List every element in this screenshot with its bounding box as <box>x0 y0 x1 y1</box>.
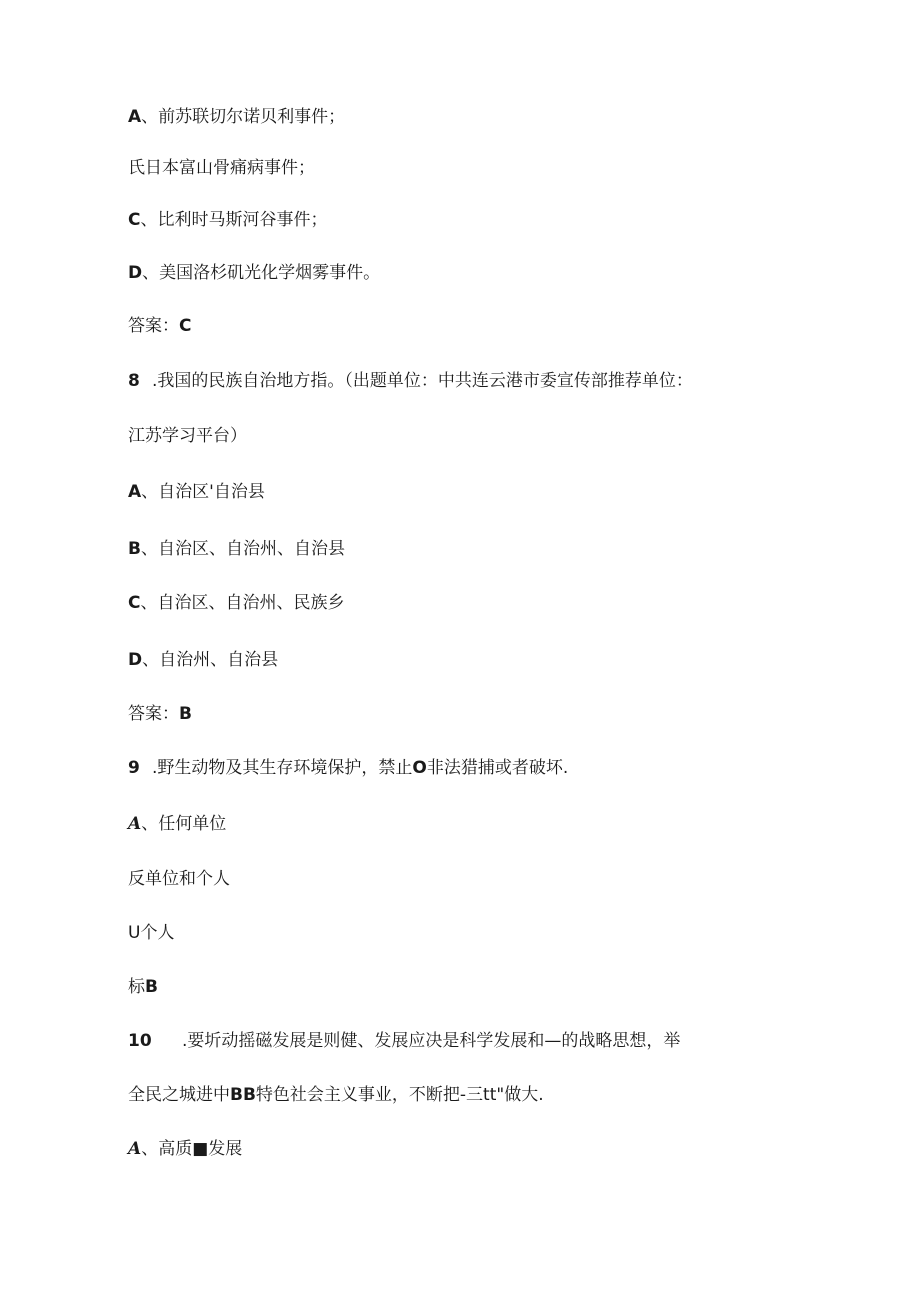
option-9a <box>128 813 226 835</box>
question-8 <box>128 370 693 392</box>
option-text: 、比利时马斯河谷事件； <box>140 210 328 230</box>
answer-9 <box>128 976 158 998</box>
question-8-cont <box>128 425 247 447</box>
option-text: 、高质 <box>141 1139 193 1159</box>
option-7a <box>128 106 345 128</box>
answer-value: C <box>179 316 192 336</box>
option-text: 、自治区、自治州、自治县 <box>140 539 345 559</box>
option-letter: A <box>128 482 142 502</box>
option-8b <box>128 538 345 560</box>
option-text: 、自治区'自治县 <box>141 482 265 502</box>
question-number: 10 <box>128 1031 152 1051</box>
option-9c <box>128 922 174 944</box>
question-text-bold: BB <box>230 1085 256 1105</box>
option-letter: A <box>128 1139 142 1159</box>
answer-label: 标 <box>128 977 145 997</box>
option-letter: C <box>128 593 141 613</box>
question-10 <box>128 1030 680 1052</box>
question-text: .野生动物及其生存环境保护，禁止 <box>152 758 413 778</box>
option-letter: D <box>128 650 143 670</box>
option-letter: C <box>128 210 141 230</box>
answer-value: B <box>145 977 158 997</box>
option-10a <box>128 1138 242 1160</box>
option-text: 、美国洛杉矶光化学烟雾事件。 <box>142 263 381 283</box>
option-8a <box>128 481 265 503</box>
option-text: 、任何单位 <box>141 814 227 834</box>
question-blank-mark: O <box>412 758 427 778</box>
option-7b <box>128 157 315 179</box>
answer-label: 答案： <box>128 316 179 336</box>
option-7c <box>128 209 327 231</box>
question-text-tail: 非法猎捕或者破坏. <box>426 758 569 778</box>
option-text: 、前苏联切尔诺贝利事件； <box>141 107 346 127</box>
option-square-mark: ■ <box>192 1139 209 1159</box>
option-letter: A <box>128 107 142 127</box>
option-8d <box>128 649 278 671</box>
question-text: .要圻动摇磁发展是则健、发展应决是科学发展和—的战略思想，举 <box>182 1031 681 1051</box>
option-text: 反单位和个人 <box>128 869 230 889</box>
question-text-tail: 特色社会主义事业，不断把-三tt"做大. <box>255 1085 544 1105</box>
option-text-tail: 发展 <box>208 1139 243 1159</box>
question-number: 9 <box>128 758 140 778</box>
question-text: 江苏学习平台） <box>128 426 247 446</box>
option-text: 、自治州、自治县 <box>142 650 279 670</box>
answer-value: B <box>179 704 192 724</box>
question-number: 8 <box>128 371 140 391</box>
answer-8 <box>128 703 192 725</box>
option-text: U个人 <box>128 923 175 943</box>
option-7d <box>128 262 380 284</box>
option-letter: D <box>128 263 143 283</box>
question-10-cont <box>128 1084 544 1106</box>
option-letter: B <box>128 539 141 559</box>
question-9 <box>128 757 568 779</box>
option-8c <box>128 592 344 614</box>
question-text: 全民之城进中 <box>128 1085 230 1105</box>
answer-7 <box>128 315 191 337</box>
option-9b <box>128 868 230 890</box>
question-text: .我国的民族自治地方指。（出题单位：中共连云港市委宣传部推荐单位： <box>152 371 693 391</box>
answer-label: 答案： <box>128 704 179 724</box>
option-text: 氏日本富山骨痛病事件； <box>128 158 315 178</box>
option-text: 、自治区、自治州、民族乡 <box>140 593 345 613</box>
option-letter: A <box>128 814 142 834</box>
